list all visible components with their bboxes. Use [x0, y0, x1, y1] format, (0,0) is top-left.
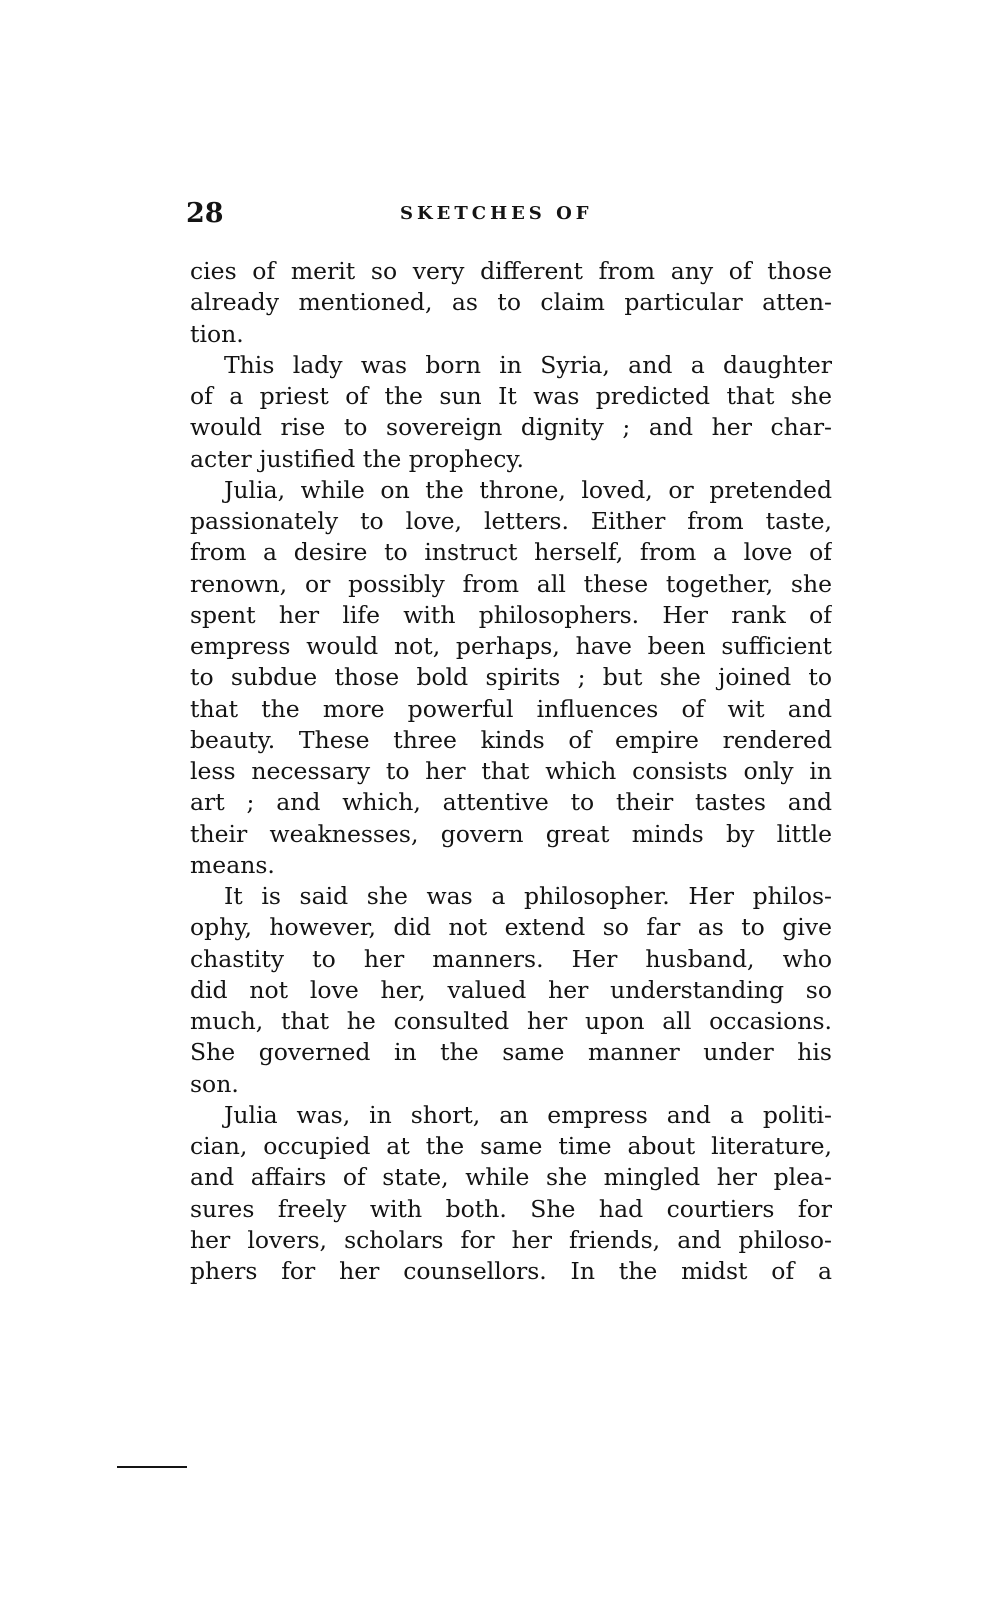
- text-line: sures freely with both. She had courtiers for: [190, 1194, 832, 1223]
- text-line: and affairs of state, while she mingled her plea-: [190, 1163, 832, 1192]
- text-line: She governed in the same manner under his: [190, 1038, 832, 1067]
- text-line: cian, occupied at the same time about literature,: [190, 1132, 832, 1160]
- text-line: did not love her, valued her understanding so: [190, 975, 832, 1004]
- text-line: cies of merit so very different from any of those: [190, 257, 832, 285]
- text-line: Julia, while on the throne, loved, or pretended: [224, 475, 832, 504]
- text-line: phers for her counsellors. In the midst of a: [190, 1257, 832, 1285]
- text-line: that the more powerful influences of wit and: [190, 694, 832, 723]
- text-line: renown, or possibly from all these together, she: [190, 569, 832, 598]
- page-number: 28: [186, 198, 224, 229]
- text-line: to subdue those bold spirits ; but she joined to: [190, 663, 832, 692]
- text-line: passionately to love, letters. Either from taste,: [190, 507, 832, 535]
- text-line: empress would not, perhaps, have been sufficient: [190, 632, 832, 660]
- footnote-rule: [117, 1466, 187, 1468]
- text-line: would rise to sovereign dignity ; and her char-: [190, 413, 832, 442]
- text-line: from a desire to instruct herself, from a love of: [190, 538, 832, 567]
- text-line: chastity to her manners. Her husband, who: [190, 944, 832, 973]
- text-line: spent her life with philosophers. Her rank of: [190, 600, 832, 629]
- running-head: SKETCHES OF: [400, 203, 593, 224]
- text-line: son.: [190, 1069, 239, 1098]
- text-line: means.: [190, 850, 275, 879]
- text-line: This lady was born in Syria, and a daughter: [224, 350, 832, 379]
- text-line: of a priest of the sun It was predicted that she: [190, 382, 832, 410]
- text-line: It is said she was a philosopher. Her philos-: [224, 882, 832, 910]
- text-line: ophy, however, did not extend so far as to give: [190, 913, 832, 942]
- text-line: her lovers, scholars for her friends, and philoso-: [190, 1225, 832, 1254]
- text-line: Julia was, in short, an empress and a politi-: [224, 1100, 832, 1129]
- text-line: acter justified the prophecy.: [190, 444, 525, 473]
- text-line: much, that he consulted her upon all occasions.: [190, 1007, 832, 1035]
- text-line: beauty. These three kinds of empire rendered: [190, 725, 832, 754]
- text-line: their weaknesses, govern great minds by little: [190, 819, 832, 848]
- text-line: already mentioned, as to claim particular atten-: [190, 288, 832, 317]
- text-line: art ; and which, attentive to their tastes and: [190, 788, 832, 817]
- body-text: [190, 256, 832, 1287]
- text-line: less necessary to her that which consists only in: [190, 757, 832, 785]
- text-line: tion.: [190, 319, 244, 348]
